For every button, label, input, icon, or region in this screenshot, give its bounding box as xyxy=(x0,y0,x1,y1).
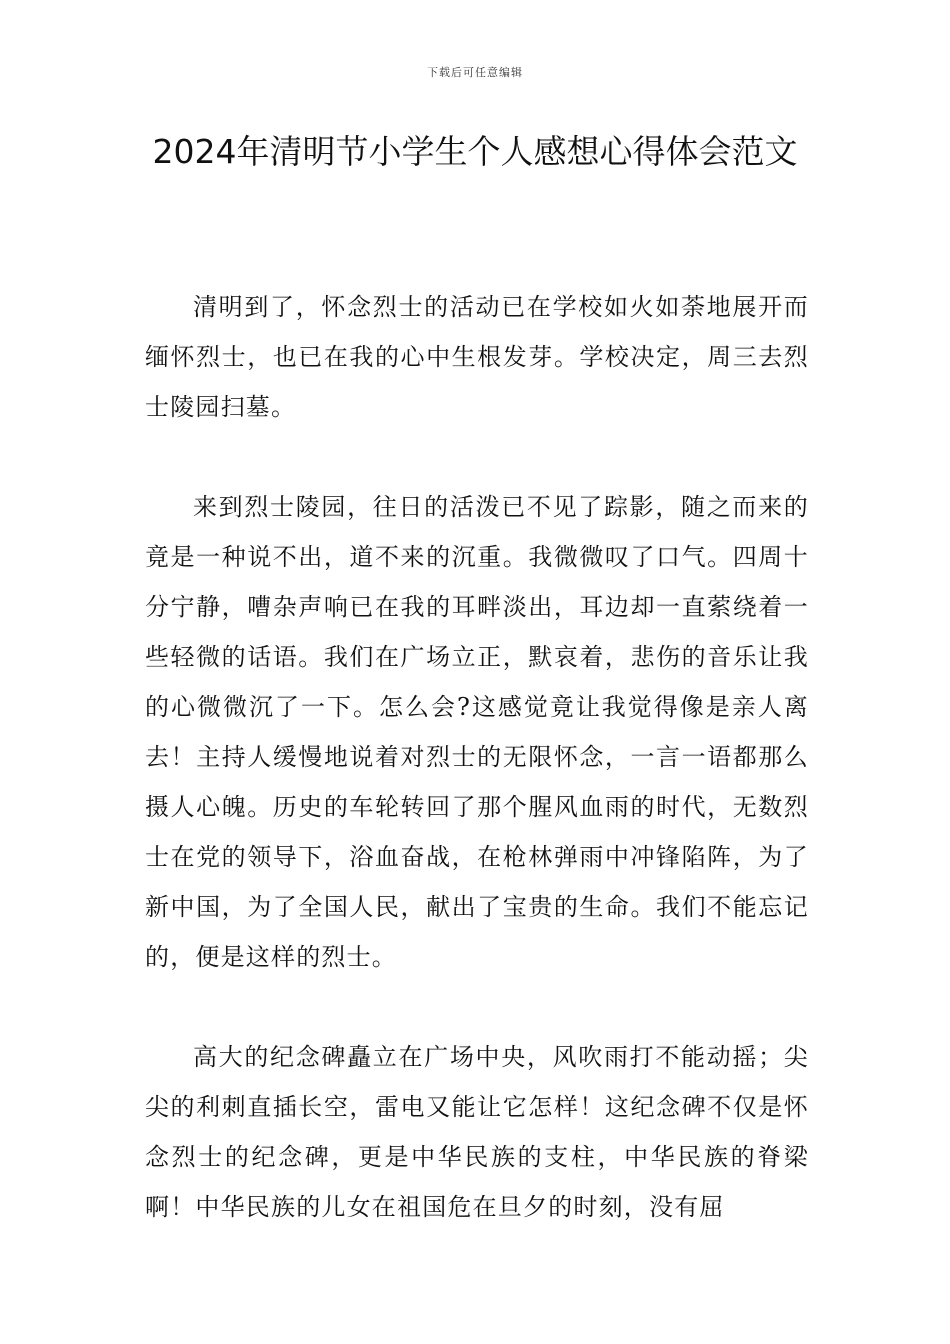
paragraph-3: 高大的纪念碑矗立在广场中央，风吹雨打不能动摇；尖尖的利刺直插长空，雷电又能让它怎样！这纪念碑不仅是怀念烈士的纪念碑，更是中华民族的支柱，中华民族的脊梁啊！中华民族的儿女在祖国危在旦夕的时刻，没有屈 xyxy=(145,1043,809,1221)
page-header-note: 下载后可任意编辑 xyxy=(427,66,523,79)
paragraph-2: 来到烈士陵园，往日的活泼已不见了踪影，随之而来的竟是一种说不出，道不来的沉重。我微微叹了口气。四周十分宁静，嘈杂声响已在我的耳畔淡出，耳边却一直萦绕着一些轻微的话语。我们在广场立正，默哀着，悲伤的音乐让我的心微微沉了一下。怎么会?这感觉竟让我觉得像是亲人离去！主持人缓慢地说着对烈士的无限怀念，一言一语都那么摄人心魄。历史的车轮转回了那个腥风血雨的时代，无数烈士在党的领导下，浴血奋战，在枪林弹雨中冲锋陷阵，为了新中国，为了全国人民，献出了宝贵的生命。我们不能忘记的，便是这样的烈士。 xyxy=(145,493,809,971)
paragraph-1: 清明到了，怀念烈士的活动已在学校如火如荼地展开而缅怀烈士，也已在我的心中生根发芽。学校决定，周三去烈士陵园扫墓。 xyxy=(145,293,809,421)
document-title: 2024年清明节小学生个人感想心得体会范文 xyxy=(152,132,798,171)
document-body xyxy=(145,282,809,1282)
